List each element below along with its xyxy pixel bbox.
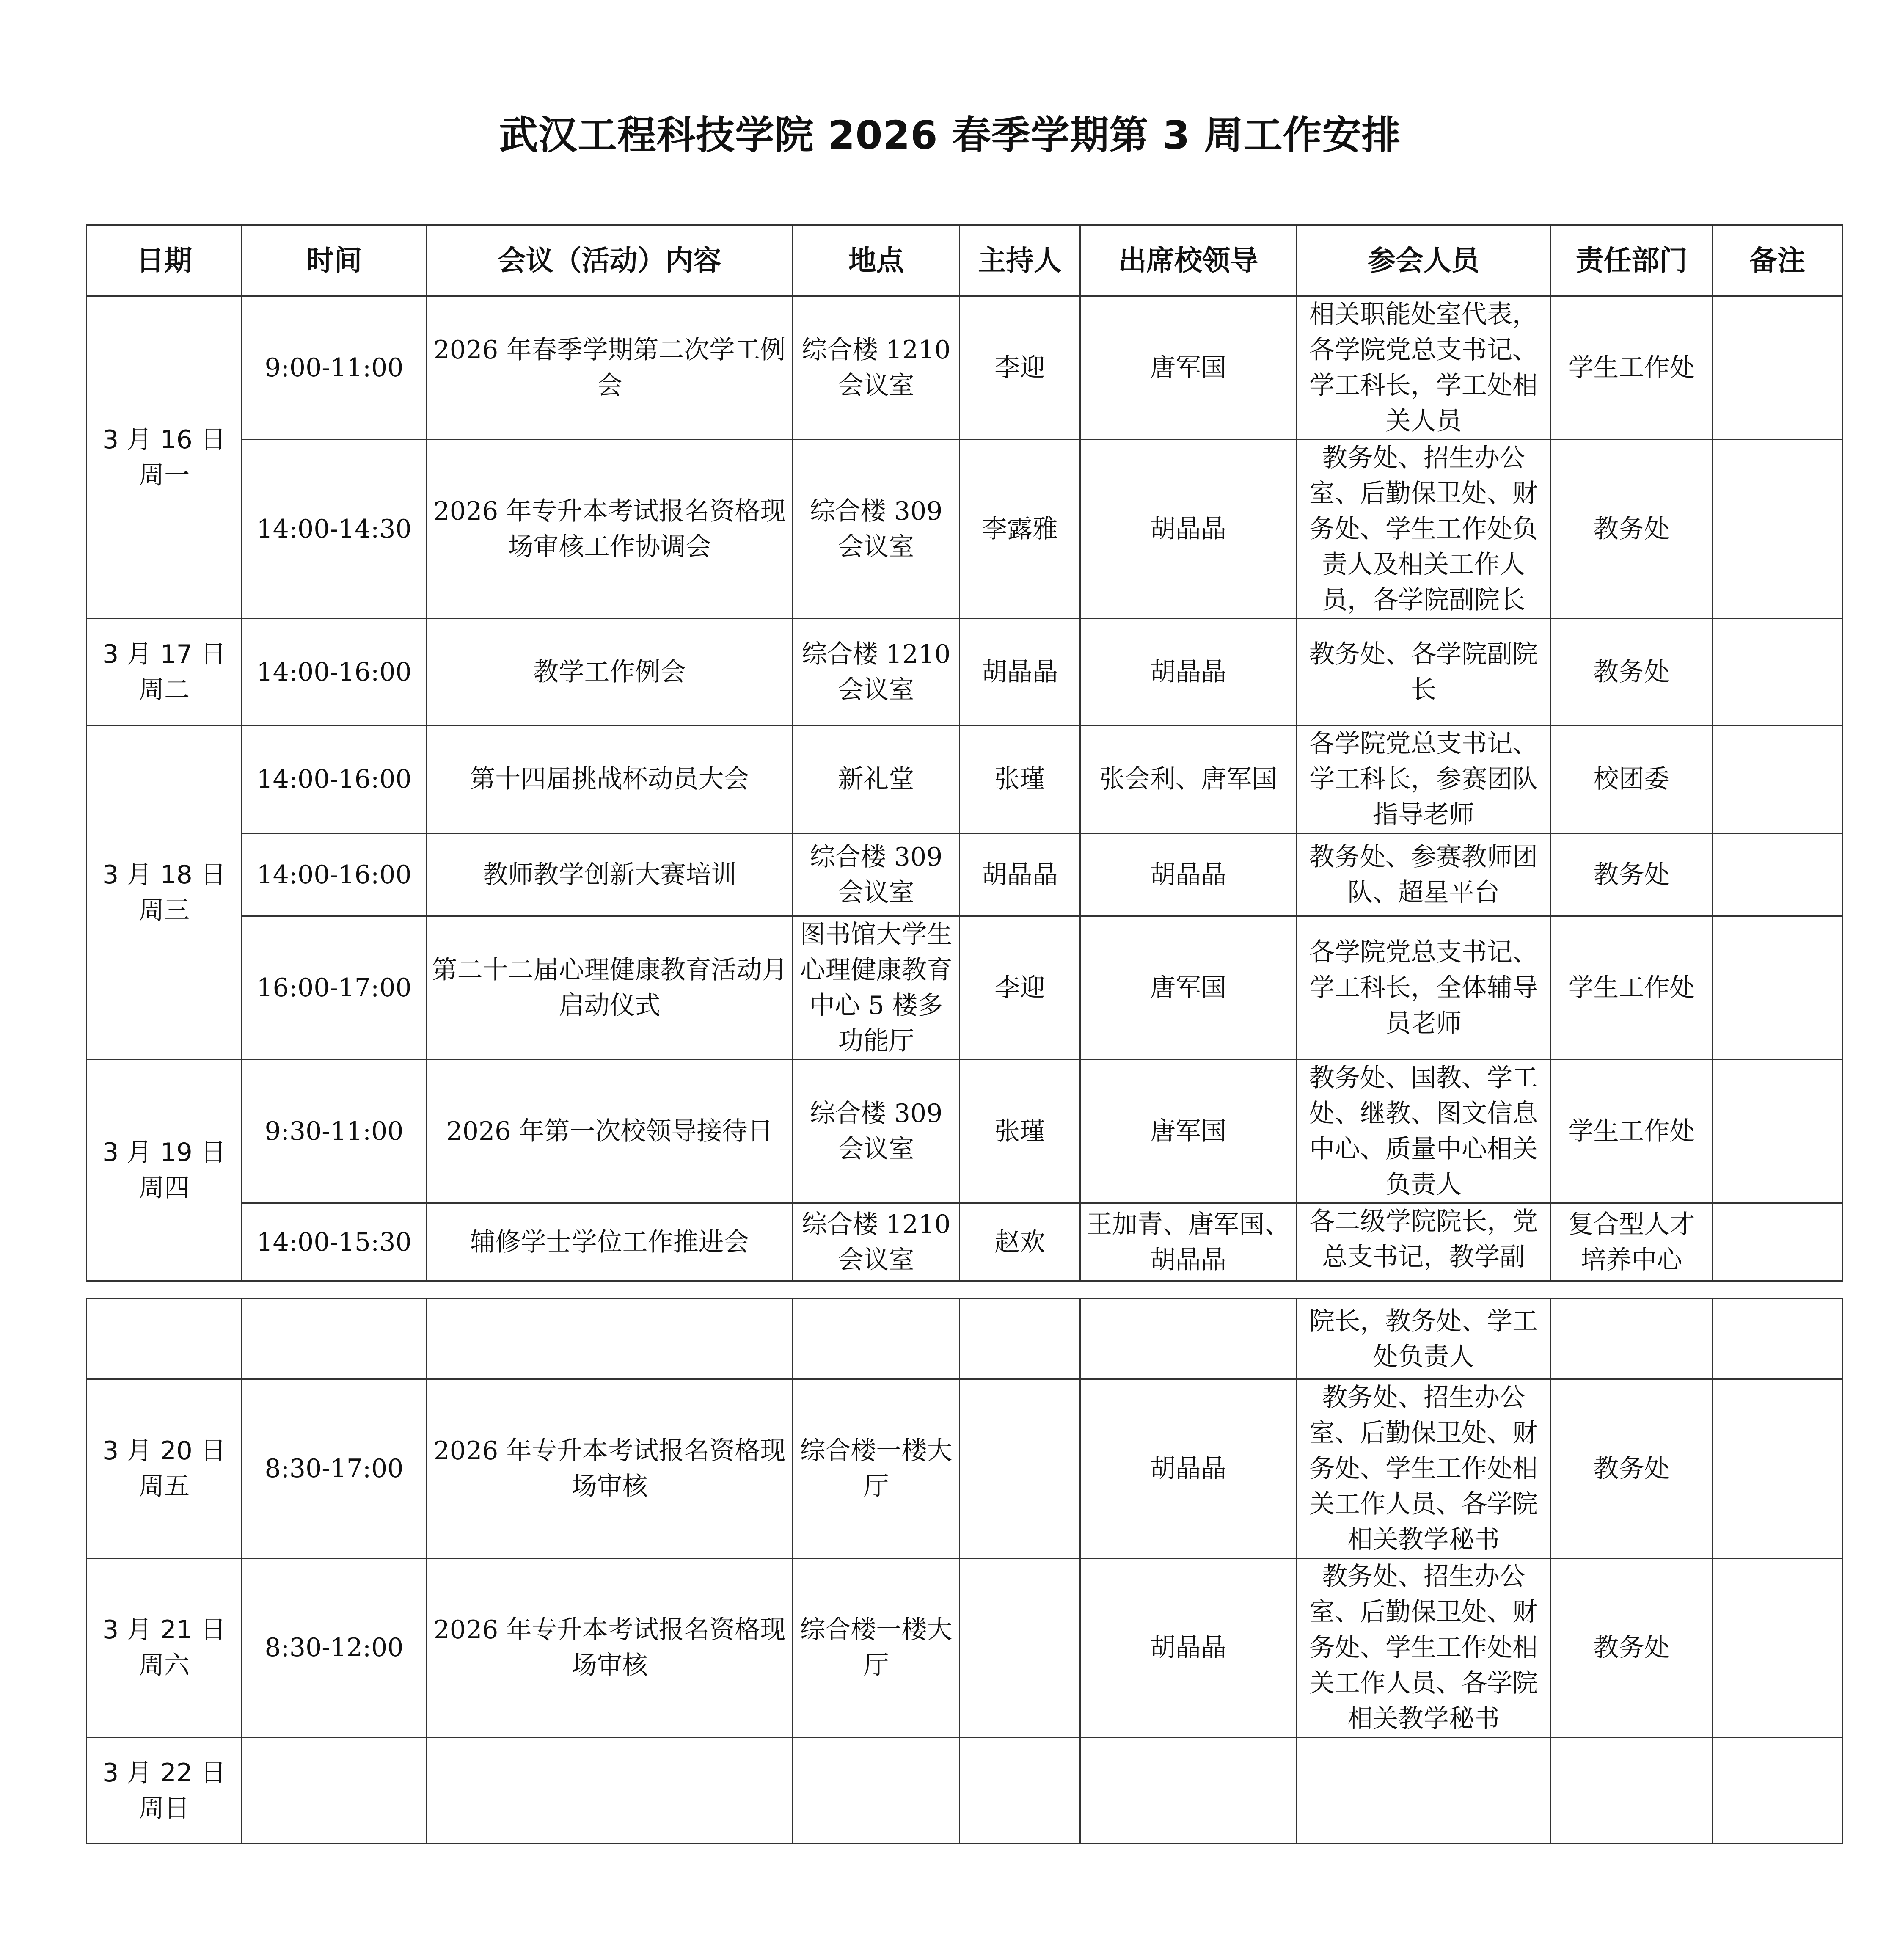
table-row: [87, 1558, 1842, 1737]
weekday-text: 周四: [139, 1173, 190, 1203]
host-cell: 李露雅: [960, 440, 1080, 619]
host-cell: 张瑾: [960, 725, 1080, 833]
table-row: [87, 1299, 1842, 1379]
note-cell: [1713, 1379, 1842, 1558]
content-cell: 第十四届挑战杯动员大会: [427, 725, 793, 833]
date-text: 3 月 19 日: [102, 1138, 226, 1167]
time-cell: 14:00-16:00: [242, 833, 427, 916]
table-row: [87, 1379, 1842, 1558]
table-row: [87, 725, 1842, 833]
content-cell: 2026 年第一次校领导接待日: [427, 1060, 793, 1203]
location-cell: 图书馆大学生心理健康教育中心 5 楼多功能厅: [793, 916, 960, 1060]
page-title: 武汉工程科技学院 2026 春季学期第 3 周工作安排: [499, 113, 1401, 158]
content-cell: 教学工作例会: [427, 619, 793, 725]
location-cell: 综合楼一楼大厅: [793, 1379, 960, 1558]
content-cell: 教师教学创新大赛培训: [427, 833, 793, 916]
table-row: [87, 1203, 1842, 1281]
time-cell: 14:00-16:00: [242, 725, 427, 833]
table-row: [87, 1060, 1842, 1203]
attendees-cell: 教务处、招生办公室、后勤保卫处、财务处、学生工作处负责人及相关工作人员，各学院副院长: [1297, 440, 1551, 619]
attendees-cell: 教务处、招生办公室、后勤保卫处、财务处、学生工作处相关工作人员、各学院相关教学秘书: [1297, 1558, 1551, 1737]
dept-cell: [1551, 1737, 1713, 1844]
location-cell: 新礼堂: [793, 725, 960, 833]
note-cell: [1713, 725, 1842, 833]
weekday-text: 周六: [139, 1651, 190, 1680]
content-cell: [427, 1737, 793, 1844]
host-cell: [960, 1299, 1080, 1379]
time-cell: 14:00-15:30: [242, 1203, 427, 1281]
table-row: [87, 619, 1842, 725]
weekday-text: 周一: [139, 460, 190, 490]
dept-cell: 学生工作处: [1551, 296, 1713, 440]
dept-cell: 学生工作处: [1551, 916, 1713, 1060]
location-cell: 综合楼 1210 会议室: [793, 619, 960, 725]
note-cell: [1713, 1737, 1842, 1844]
leaders-cell: 王加青、唐军国、胡晶晶: [1080, 1203, 1297, 1281]
dept-cell: 教务处: [1551, 440, 1713, 619]
attendees-cell: 教务处、参赛教师团队、超星平台: [1297, 833, 1551, 916]
time-cell: [242, 1299, 427, 1379]
date-cell: [87, 619, 242, 725]
time-cell: 16:00-17:00: [242, 916, 427, 1060]
header-leaders: 出席校领导: [1080, 225, 1297, 296]
leaders-cell: 胡晶晶: [1080, 1558, 1297, 1737]
date-cell: [87, 1558, 242, 1737]
note-cell: [1713, 296, 1842, 440]
location-cell: [793, 1299, 960, 1379]
content-cell: 2026 年专升本考试报名资格现场审核工作协调会: [427, 440, 793, 619]
host-cell: 胡晶晶: [960, 619, 1080, 725]
table-row: [87, 296, 1842, 440]
dept-cell: 教务处: [1551, 619, 1713, 725]
weekday-text: 周二: [139, 675, 190, 705]
location-cell: 综合楼一楼大厅: [793, 1558, 960, 1737]
leaders-cell: [1080, 1299, 1297, 1379]
attendees-cell: [1297, 1737, 1551, 1844]
note-cell: [1713, 619, 1842, 725]
note-cell: [1713, 916, 1842, 1060]
date-cell: [87, 1299, 242, 1379]
content-cell: 辅修学士学位工作推进会: [427, 1203, 793, 1281]
time-cell: 9:00-11:00: [242, 296, 427, 440]
time-cell: [242, 1737, 427, 1844]
header-time: 时间: [242, 225, 427, 296]
leaders-cell: 胡晶晶: [1080, 619, 1297, 725]
location-cell: 综合楼 309 会议室: [793, 440, 960, 619]
weekday-text: 周三: [139, 895, 190, 925]
time-cell: 9:30-11:00: [242, 1060, 427, 1203]
host-cell: 赵欢: [960, 1203, 1080, 1281]
leaders-cell: 张会利、唐军国: [1080, 725, 1297, 833]
host-cell: [960, 1558, 1080, 1737]
header-row: [87, 225, 1842, 296]
date-text: 3 月 21 日: [102, 1615, 226, 1645]
time-cell: 14:00-16:00: [242, 619, 427, 725]
date-cell: [87, 1737, 242, 1844]
dept-cell: 教务处: [1551, 1558, 1713, 1737]
attendees-cell: 各学院党总支书记、学工科长，参赛团队指导老师: [1297, 725, 1551, 833]
location-cell: [793, 1737, 960, 1844]
header-date: 日期: [87, 225, 242, 296]
dept-cell: 教务处: [1551, 833, 1713, 916]
table-row: [87, 440, 1842, 619]
header-location: 地点: [793, 225, 960, 296]
dept-cell: 教务处: [1551, 1379, 1713, 1558]
attendees-cell: 教务处、各学院副院长: [1297, 619, 1551, 725]
location-cell: 综合楼 309 会议室: [793, 833, 960, 916]
leaders-cell: 唐军国: [1080, 296, 1297, 440]
schedule-table: [86, 224, 1843, 1282]
host-cell: [960, 1737, 1080, 1844]
date-text: 3 月 22 日: [102, 1758, 226, 1788]
location-cell: 综合楼 309 会议室: [793, 1060, 960, 1203]
time-cell: 14:00-14:30: [242, 440, 427, 619]
note-cell: [1713, 1299, 1842, 1379]
time-cell: 8:30-12:00: [242, 1558, 427, 1737]
host-cell: [960, 1379, 1080, 1558]
attendees-cell: 相关职能处室代表，各学院党总支书记、学工科长，学工处相关人员: [1297, 296, 1551, 440]
date-text: 3 月 20 日: [102, 1436, 226, 1466]
date-cell: [87, 725, 242, 1060]
header-host: 主持人: [960, 225, 1080, 296]
leaders-cell: 唐军国: [1080, 1060, 1297, 1203]
attendees-cell: 教务处、招生办公室、后勤保卫处、财务处、学生工作处相关工作人员、各学院相关教学秘书: [1297, 1379, 1551, 1558]
content-cell: 2026 年专升本考试报名资格现场审核: [427, 1558, 793, 1737]
dept-cell: 学生工作处: [1551, 1060, 1713, 1203]
attendees-cell: 院长，教务处、学工处负责人: [1297, 1299, 1551, 1379]
weekday-text: 周五: [139, 1472, 190, 1501]
host-cell: 李迎: [960, 296, 1080, 440]
dept-cell: 复合型人才培养中心: [1551, 1203, 1713, 1281]
content-cell: 2026 年专升本考试报名资格现场审核: [427, 1379, 793, 1558]
table-row: [87, 916, 1842, 1060]
schedule-table-continued: [86, 1298, 1843, 1844]
note-cell: [1713, 833, 1842, 916]
date-text: 3 月 18 日: [102, 860, 226, 890]
note-cell: [1713, 1558, 1842, 1737]
date-cell: [87, 1379, 242, 1558]
host-cell: 张瑾: [960, 1060, 1080, 1203]
content-cell: 第二十二届心理健康教育活动月启动仪式: [427, 916, 793, 1060]
dept-cell: 校团委: [1551, 725, 1713, 833]
location-cell: 综合楼 1210 会议室: [793, 1203, 960, 1281]
host-cell: 李迎: [960, 916, 1080, 1060]
attendees-cell: 各学院党总支书记、学工科长，全体辅导员老师: [1297, 916, 1551, 1060]
time-cell: 8:30-17:00: [242, 1379, 427, 1558]
attendees-cell: 教务处、国教、学工处、继教、图文信息中心、质量中心相关负责人: [1297, 1060, 1551, 1203]
header-attendees: 参会人员: [1297, 225, 1551, 296]
leaders-cell: 胡晶晶: [1080, 1379, 1297, 1558]
date-cell: [87, 1060, 242, 1281]
note-cell: [1713, 440, 1842, 619]
location-cell: 综合楼 1210 会议室: [793, 296, 960, 440]
note-cell: [1713, 1203, 1842, 1281]
table-row: [87, 833, 1842, 916]
leaders-cell: 胡晶晶: [1080, 833, 1297, 916]
date-text: 3 月 17 日: [102, 639, 226, 669]
dept-cell: [1551, 1299, 1713, 1379]
content-cell: [427, 1299, 793, 1379]
header-content: 会议（活动）内容: [427, 225, 793, 296]
table-row: [87, 1737, 1842, 1844]
attendees-cell: 各二级学院院长，党总支书记，教学副: [1297, 1203, 1551, 1281]
header-note: 备注: [1713, 225, 1842, 296]
note-cell: [1713, 1060, 1842, 1203]
header-dept: 责任部门: [1551, 225, 1713, 296]
weekday-text: 周日: [139, 1793, 190, 1823]
leaders-cell: 唐军国: [1080, 916, 1297, 1060]
content-cell: 2026 年春季学期第二次学工例会: [427, 296, 793, 440]
host-cell: 胡晶晶: [960, 833, 1080, 916]
leaders-cell: [1080, 1737, 1297, 1844]
date-cell: [87, 296, 242, 619]
leaders-cell: 胡晶晶: [1080, 440, 1297, 619]
date-text: 3 月 16 日: [102, 425, 226, 455]
